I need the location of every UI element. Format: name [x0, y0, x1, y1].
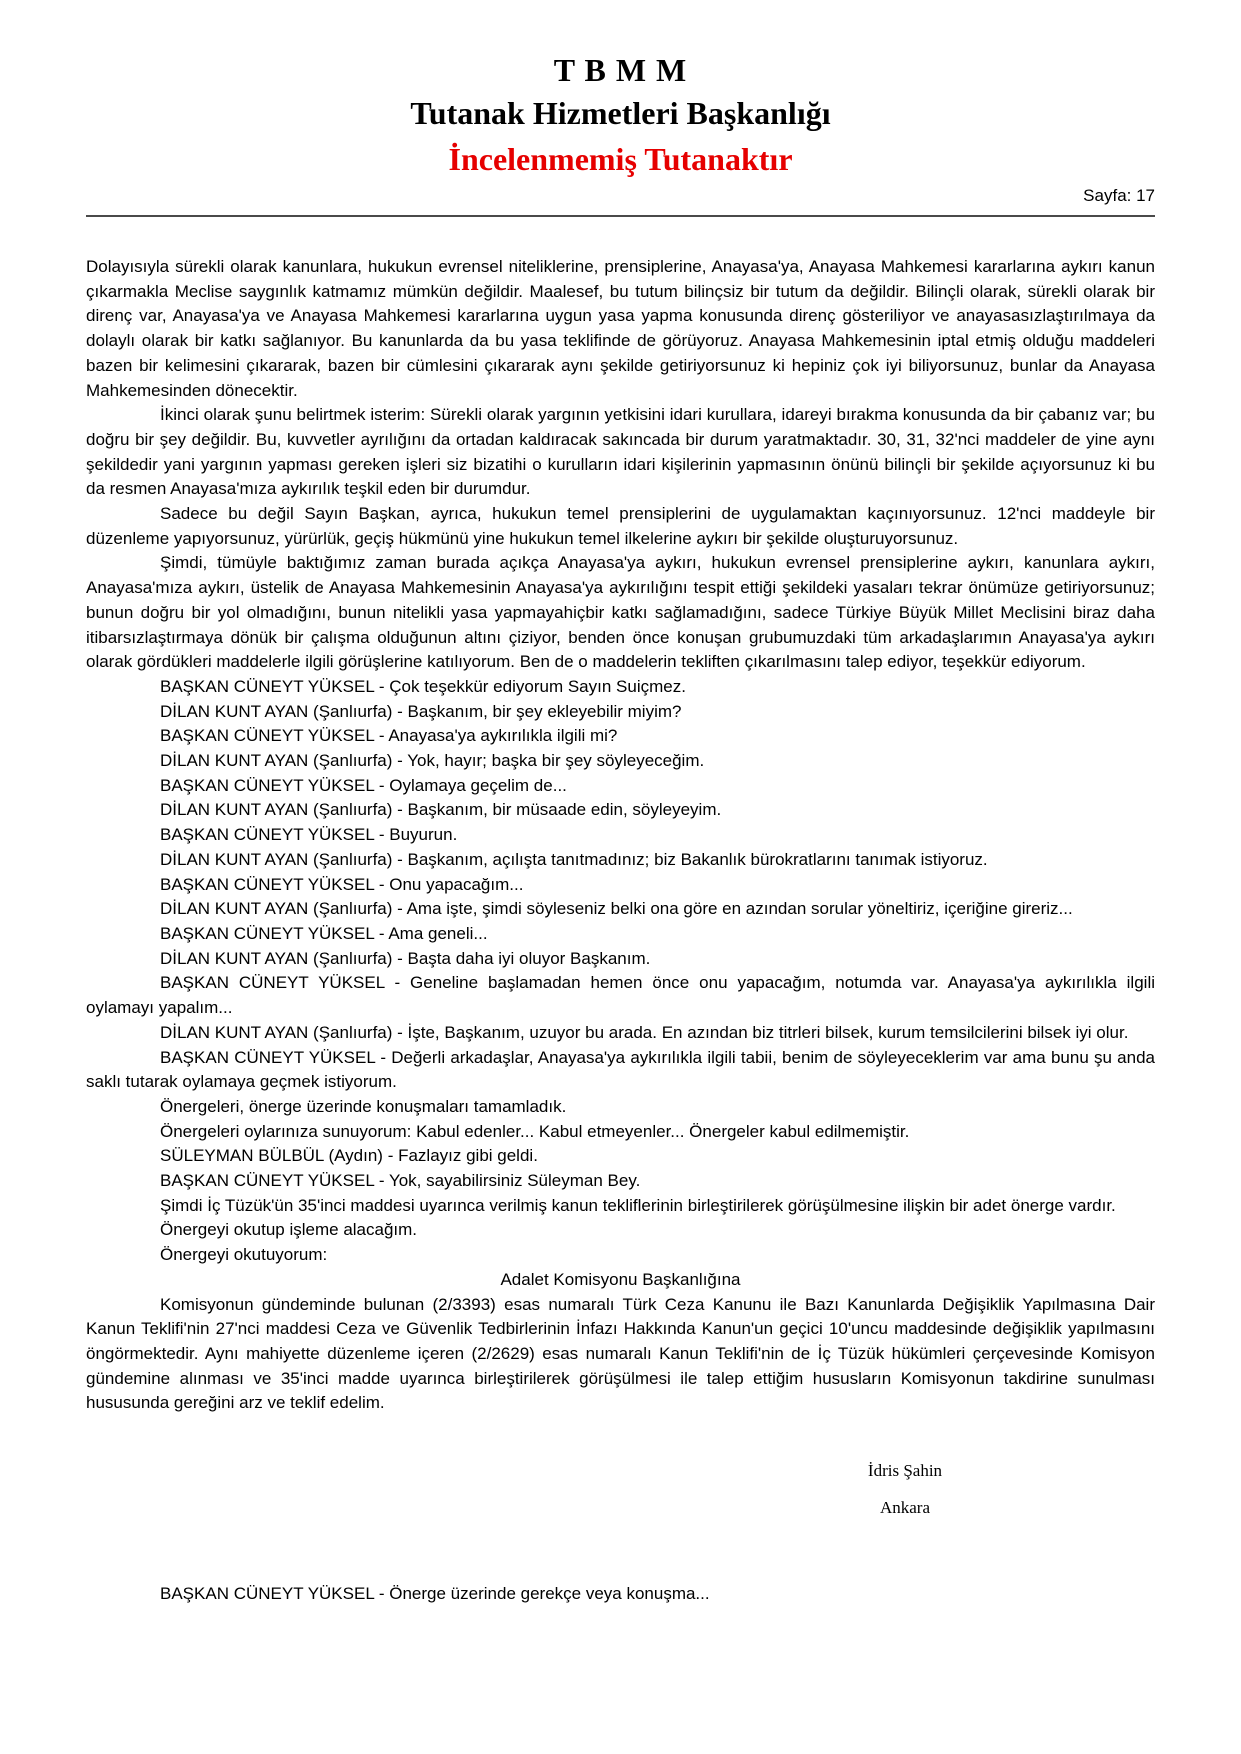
speech-line: DİLAN KUNT AYAN (Şanlıurfa) - Başta daha iyi oluyor Başkanım.: [160, 948, 651, 968]
speech-line: DİLAN KUNT AYAN (Şanlıurfa) - Yok, hayır; başka bir şey söyleyeceğim.: [160, 751, 705, 771]
speech-line: Önergeyi okutuyorum:: [160, 1245, 328, 1265]
speech-line: BAŞKAN CÜNEYT YÜKSEL - Geneline başlamadan hemen önce onu yapacağım, notumda var. Anayasa'ya aykırılıkla ilgili oylamayı yapalım...: [86, 973, 1155, 1018]
transcript-paragraph: Şimdi, tümüyle baktığımız zaman burada açıkça Anayasa'ya aykırı, hukukun evrensel prensiplerine aykırı, kanunlara aykırı, Anayasa'mıza aykırı, üstelik de Anayasa Mahkemesinin Anayasa'ya aykırılığını tespit ettiği şekildeki yasaları tekrar önümüze getiriyorsunuz; bunun doğru bir yol olmadığını, bunun nitelikli yasa yapmayahiçbir katkı sağlamadığını, sadece Türkiye Büyük Millet Meclisini biraz daha itibarsızlaştırmaya dönük bir çalışma olduğunun altını çiziyor, benden önce konuşan grubumuzdaki tüm arkadaşlarımın Anayasa'ya aykırı olarak gördükleri maddelerle ilgili görüşlerine katılıyorum. Ben de o maddelerin tekliften çıkarılmasını talep ediyor, teşekkür ediyorum.: [86, 553, 1155, 672]
petition-body: Komisyonun gündeminde bulunan (2/3393) esas numaralı Türk Ceza Kanunu ile Bazı Kanunlarda Değişiklik Yapılmasına Dair Kanun Teklifi'nin 27'nci maddesi Ceza ve Güvenlik Tedbirlerinin İnfazı Hakkında Kanun'un geçici 10'uncu maddesinde değişiklik yapılmasını öngörmektedir. Aynı mahiyette düzenleme içeren (2/2629) esas numaralı Kanun Teklifi'nin de İç Tüzük hükümleri çerçevesinde Komisyon gündemine alınması ve 35'inci madde uyarınca birleştirilerek görüşülmesi ile talep ettiğim hususların Komisyonun takdirine sunulması hususunda gereğini arz ve teklif edelim.: [86, 1294, 1155, 1413]
speech-line: DİLAN KUNT AYAN (Şanlıurfa) - Başkanım, bir müsaade edin, söyleyeyim.: [160, 800, 722, 820]
speech-line: Şimdi İç Tüzük'ün 35'inci maddesi uyarınca verilmiş kanun tekliflerinin birleştirilerek görüşülmesine ilişkin bir adet önerge vardır.: [160, 1195, 1116, 1215]
petition-heading: Adalet Komisyonu Başkanlığına: [500, 1269, 741, 1289]
department-title: Tutanak Hizmetleri Başkanlığı: [410, 95, 831, 131]
speech-line: DİLAN KUNT AYAN (Şanlıurfa) - Ama işte, şimdi söyleseniz belki ona göre en azından sorular yöneltiriz, içeriğine gireriz...: [160, 899, 1073, 919]
header-divider: [86, 215, 1155, 217]
speech-line: BAŞKAN CÜNEYT YÜKSEL - Çok teşekkür ediyorum Sayın Suiçmez.: [160, 676, 686, 696]
signature-city: Ankara: [879, 1498, 931, 1518]
transcript-paragraph: Dolayısıyla sürekli olarak kanunlara, hukukun evrensel niteliklerine, prensiplerine, Anayasa'ya, Anayasa Mahkemesi kararlarına aykırı kanun çıkarmakla Meclise saygınlık katmamız mümkün değildir. Maalesef, bu tutum bilinçsiz bir tutum da değildir. Bilinçli olarak, sürekli olarak bir direnç var, Anayasa'ya ve Anayasa Mahkemesi kararlarına uygun yasa yapma konusunda direnç gösteriliyor ve anayasasızlaştırılmaya da dolaylı olarak bir katkı sağlanıyor. Bu kanunlarda da bu yasa teklifinde de görüyoruz. Anayasa Mahkemesinin iptal etmiş olduğu maddeleri bazen bir kelimesini çıkararak, bazen bir cümlesini çıkararak aynı şekilde getiriyorsunuz ki hepiniz çok iyi biliyorsunuz, bunlar da Anayasa Mahkemesinden dönecektir.: [86, 257, 1155, 400]
speech-line: BAŞKAN CÜNEYT YÜKSEL - Ama geneli...: [160, 923, 488, 943]
speech-line: SÜLEYMAN BÜLBÜL (Aydın) - Fazlayız gibi geldi.: [160, 1146, 538, 1166]
signature-name: İdris Şahin: [867, 1461, 943, 1481]
speech-line: Önergeleri, önerge üzerinde konuşmaları tamamladık.: [160, 1096, 567, 1116]
closing-speech-line: BAŞKAN CÜNEYT YÜKSEL - Önerge üzerinde gerekçe veya konuşma...: [160, 1584, 710, 1604]
org-title: T B M M: [553, 52, 688, 88]
speech-line: BAŞKAN CÜNEYT YÜKSEL - Oylamaya geçelim de...: [160, 775, 567, 795]
transcript-paragraph: Sadece bu değil Sayın Başkan, ayrıca, hukukun temel prensiplerini de uygulamaktan kaçınıyorsunuz. 12'nci maddeyle bir düzenleme yapıyorsunuz, yürürlük, geçiş hükmünü yine hukukun temel ilkelerine aykırı bir şekilde oluşturuyorsunuz.: [86, 504, 1155, 548]
speech-line: BAŞKAN CÜNEYT YÜKSEL - Onu yapacağım...: [160, 874, 524, 894]
review-status-title: İncelenmemiş Tutanaktır: [448, 141, 793, 177]
document-header: [86, 50, 1155, 182]
speech-line: BAŞKAN CÜNEYT YÜKSEL - Değerli arkadaşlar, Anayasa'ya aykırılıkla ilgili tabii, benim de söyleyeceklerim var ama bunu şu anda saklı tutarak oylamaya geçmek istiyorum.: [86, 1047, 1155, 1092]
speech-line: Önergeyi okutup işleme alacağım.: [160, 1220, 418, 1240]
speech-line: BAŞKAN CÜNEYT YÜKSEL - Buyurun.: [160, 825, 458, 845]
page-number: Sayfa: 17: [1083, 186, 1155, 205]
signature-block: [795, 1452, 1015, 1526]
transcript-body: [86, 255, 1155, 1416]
speech-line: DİLAN KUNT AYAN (Şanlıurfa) - Başkanım, açılışta tanıtmadınız; biz Bakanlık bürokratlarını tanımak istiyoruz.: [160, 849, 988, 869]
speech-line: DİLAN KUNT AYAN (Şanlıurfa) - İşte, Başkanım, uzuyor bu arada. En azından biz titrleri bilsek, kurum temsilcilerini bilsek iyi olur.: [160, 1022, 1129, 1042]
speech-line: DİLAN KUNT AYAN (Şanlıurfa) - Başkanım, bir şey ekleyebilir miyim?: [160, 701, 682, 721]
speech-line: Önergeleri oylarınıza sunuyorum: Kabul edenler... Kabul etmeyenler... Önergeler kabul edilmemiştir.: [160, 1121, 910, 1141]
speech-line: BAŞKAN CÜNEYT YÜKSEL - Yok, sayabilirsiniz Süleyman Bey.: [160, 1171, 641, 1191]
speech-line: BAŞKAN CÜNEYT YÜKSEL - Anayasa'ya aykırılıkla ilgili mi?: [160, 726, 618, 746]
transcript-paragraph: İkinci olarak şunu belirtmek isterim: Sürekli olarak yargının yetkisini idari kurullara, idareyi bırakma konusunda da bir çabanız var; bu doğru bir şey değildir. Bu, kuvvetler ayrılığını da ortadan kaldıracak sakıncada bir durum yaratmaktadır. 30, 31, 32'nci maddeler de yine aynı şekildedir yani yargının yapması gereken işleri siz bizatihi o kurulların idari kişilerinin yapmasının önünü bilinçli bir şekilde açıyorsunuz ki bu da resmen Anayasa'mıza aykırılık teşkil eden bir durumdur.: [86, 405, 1155, 499]
